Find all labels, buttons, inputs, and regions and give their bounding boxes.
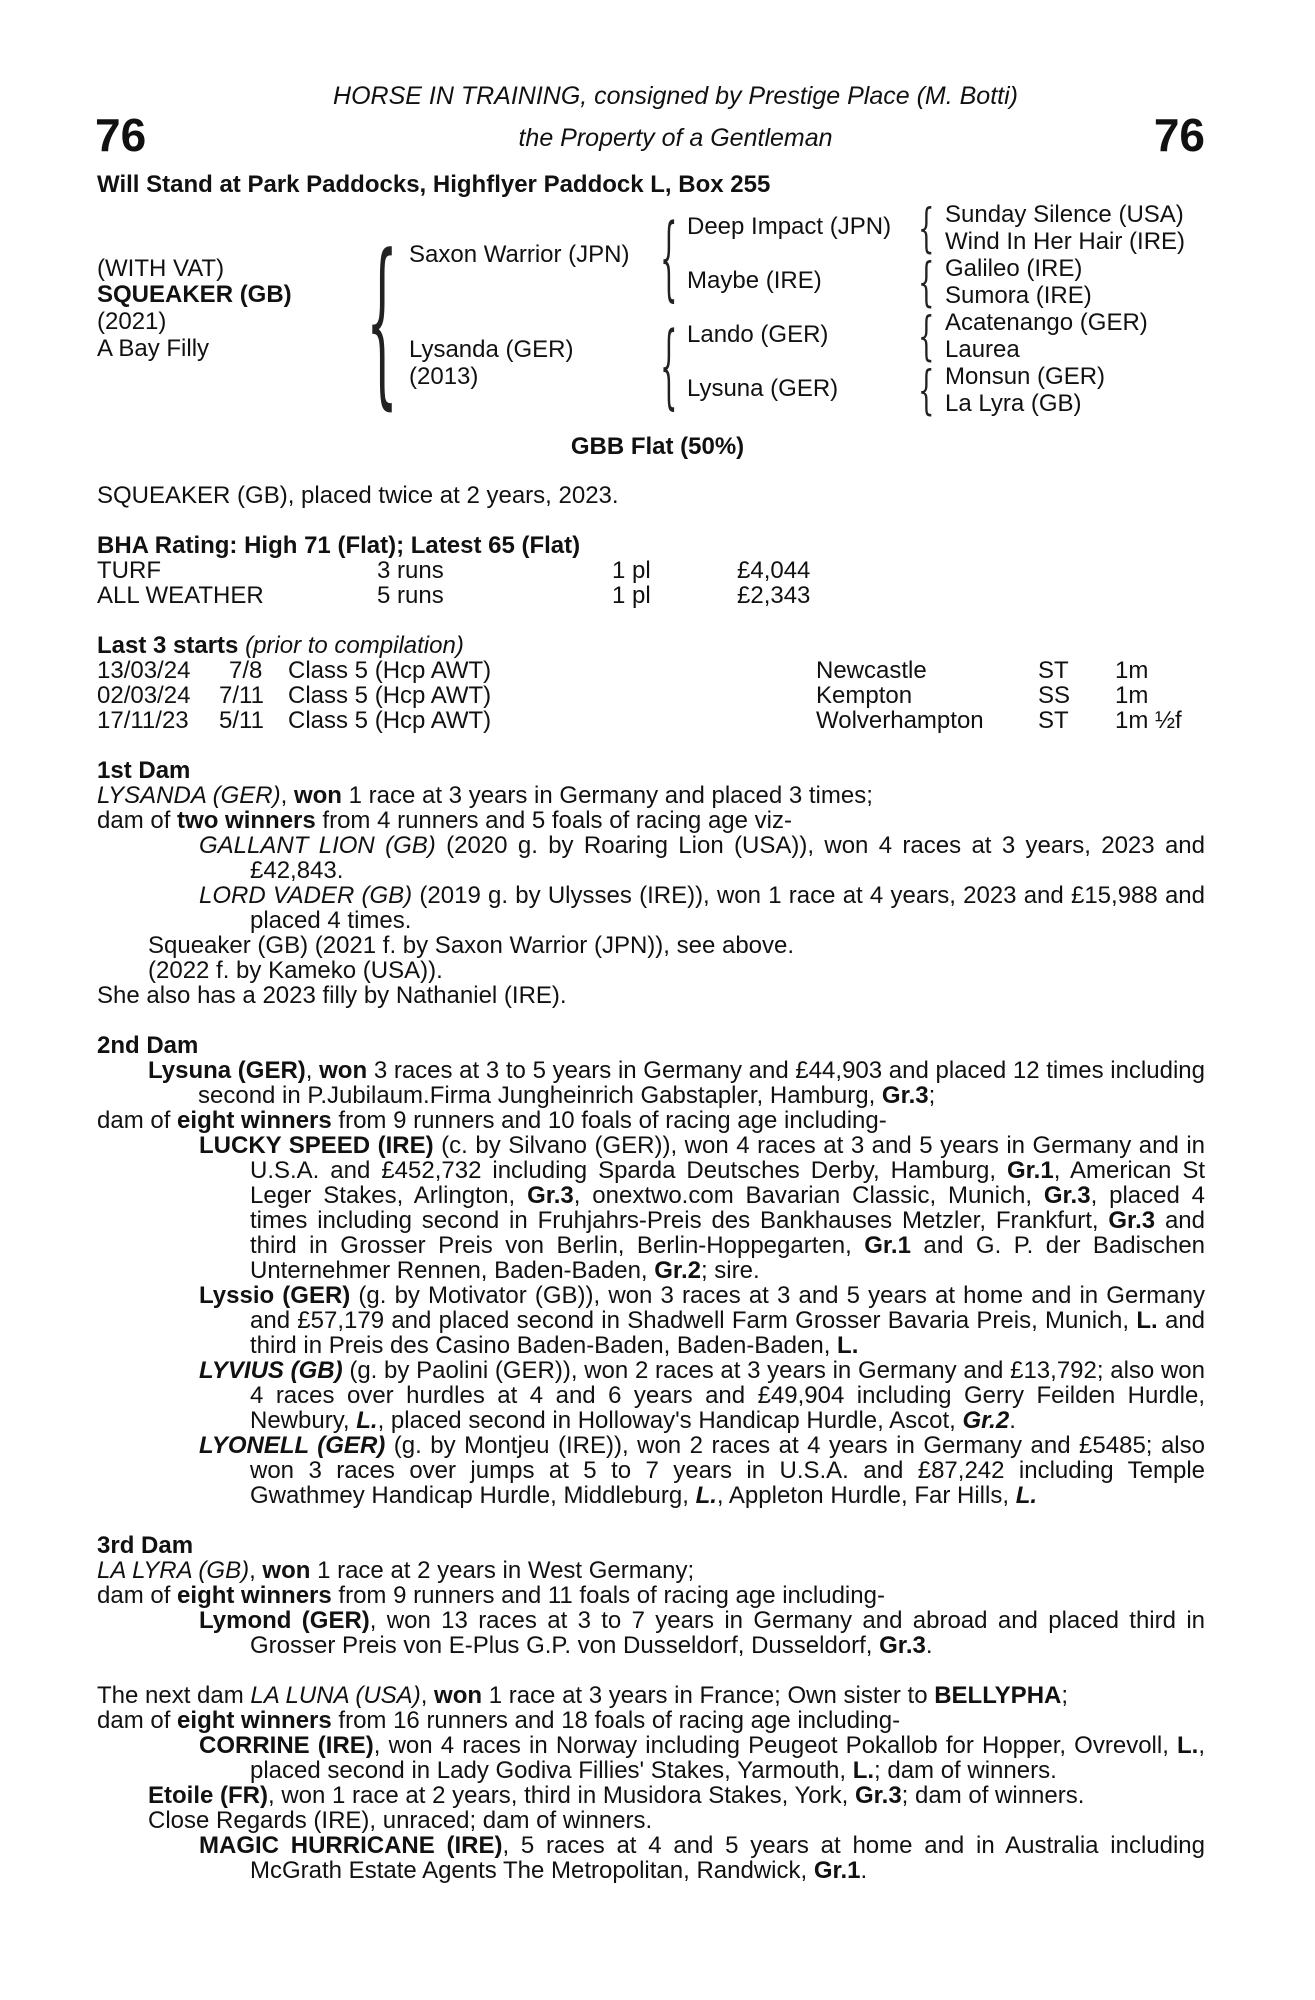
first-dam-produce: [97, 808, 1205, 833]
won-text: won: [434, 1682, 483, 1709]
horse-name: MAGIC HURRICANE (IRE): [199, 1832, 503, 1859]
produce-corrine: [97, 1733, 1205, 1783]
start-surface: SS: [1038, 682, 1071, 709]
horse-record: (2020 g. by Roaring Lion (USA)), won 4 races at 3 years, 2023 and £42,843.: [250, 832, 1206, 884]
horse-record: and third in Grosser Preis von Berlin, Berlin-Hoppegarten,: [250, 1207, 1205, 1259]
horse-record: (g. by Montjeu (IRE)), won 2 races at 4 years in Germany and £5485; also won 3 races over jumps at 5 to 7 years in U.S.A. and £87,242 including Temple Gwathmey Handicap Hurdle, Middleburg,: [250, 1432, 1205, 1509]
first-dam-title: 1st Dam: [97, 757, 191, 784]
horse-name: LUCKY SPEED (IRE): [199, 1132, 434, 1159]
dam: Lysanda (GER): [409, 336, 574, 363]
grade: Gr.3: [881, 1082, 929, 1109]
grandsire-2: Wind In Her Hair (IRE): [945, 228, 1186, 255]
start-distance: 1m: [1115, 657, 1149, 684]
start-surface: ST: [1038, 657, 1069, 684]
grade: Gr.1: [813, 1857, 861, 1884]
first-dam-line: LYSANDA (GER), won 1 race at 3 years in Germany and placed 3 times;: [97, 782, 873, 809]
lot-number-right: 76: [1153, 109, 1205, 161]
produce-lyonell: [97, 1433, 1205, 1508]
horse-description: A Bay Filly: [97, 335, 210, 362]
horse-record: (2019 g. by Ulysses (IRE)), won 1 race at 4 years, 2023 and £15,988 and placed 4 times.: [250, 882, 1206, 934]
first-dam-record: 1 race at 3 years in Germany and placed 3 times;: [348, 782, 873, 809]
grade: L.: [1136, 1307, 1158, 1334]
horse-name: LORD VADER (GB): [199, 882, 413, 909]
horse-record: ; dam of winners.: [901, 1782, 1085, 1809]
horse-record: ; dam of winners.: [874, 1757, 1057, 1784]
start-course: Kempton: [816, 682, 913, 709]
grandsire-4: Sumora (IRE): [945, 282, 1092, 309]
start-surface: ST: [1038, 707, 1069, 734]
produce-2023-note: She also has a 2023 filly by Nathaniel (IRE).: [97, 982, 567, 1009]
horse-record: , placed second in Lady Godiva Fillies' Stakes, Yarmouth,: [250, 1732, 1205, 1784]
property-subtitle: the Property of a Gentleman: [518, 124, 833, 152]
dam-of-label: dam of: [97, 1582, 171, 1609]
horse-name: GALLANT LION (GB): [199, 832, 436, 859]
winners-count: eight winners: [177, 1582, 332, 1609]
start-course: Newcastle: [816, 657, 927, 684]
next-dam-label: The next dam: [97, 1682, 244, 1709]
horse-year: (2021): [97, 308, 167, 335]
brace-dam: {: [660, 312, 678, 419]
rating-placed: 1 pl: [612, 582, 651, 609]
dam-of-label: dam of: [97, 1707, 171, 1734]
horse-record: , placed second in Holloway's Handicap Hurdle, Ascot,: [377, 1407, 956, 1434]
produce-summary: from 9 runners and 11 foals of racing age including-: [338, 1582, 885, 1609]
brace-main: {: [366, 217, 399, 426]
punct: ;: [1061, 1682, 1069, 1709]
rating-prize: £2,343: [737, 582, 811, 609]
horse-record: (g. by Paolini (GER)), won 2 races at 3 years in Germany and £13,792; also won 4 races over hurdles at 4 and 6 years and £49,904 including Gerry Feilden Hurdle, Newbury,: [250, 1357, 1206, 1434]
horse-record: and G. P. der Badischen Unternehmer Rennen, Baden-Baden,: [250, 1232, 1206, 1284]
rating-runs: 3 runs: [377, 557, 444, 584]
produce-lyvius: [97, 1358, 1205, 1433]
horse-record: , won 4 races in Norway including Peugeot Pokallob for Hopper, Ovrevoll,: [373, 1732, 1169, 1759]
next-dam-line: The next dam LA LUNA (USA), won 1 race at 3 years in France; Own sister to BELLYPHA;: [97, 1682, 1069, 1709]
produce-lymond: [97, 1608, 1205, 1658]
produce-summary: from 16 runners and 18 foals of racing age including-: [338, 1707, 901, 1734]
grade: L.: [852, 1757, 875, 1784]
produce-lord-vader: [97, 883, 1205, 933]
last-starts-title: Last 3 starts: [97, 632, 239, 659]
winners-count: two winners: [177, 807, 316, 834]
grade: L.: [1015, 1482, 1038, 1509]
horse-record: , 5 races at 4 and 5 years at home and in Australia including McGrath Estate Agents The Metropolitan, Randwick,: [250, 1832, 1205, 1884]
sire-sire: Deep Impact (JPN): [687, 213, 892, 240]
grade: L.: [1177, 1732, 1199, 1759]
horse-record: , placed 4 times including second in Fruhjahrs-Preis des Bankhauses Metzler, Frankfurt,: [250, 1182, 1206, 1234]
next-dam-record: 1 race at 3 years in France; Own sister to: [488, 1682, 928, 1709]
horse-name: CORRINE (IRE): [199, 1732, 374, 1759]
start-class: Class 5 (Hcp AWT): [288, 657, 492, 684]
grade: Gr.3: [854, 1782, 902, 1809]
second-dam-produce: [97, 1108, 1205, 1133]
sire-dam: Maybe (IRE): [687, 267, 822, 294]
grade: Gr.3: [879, 1632, 926, 1659]
grade: Gr.3: [1043, 1182, 1091, 1209]
punct: .: [860, 1857, 868, 1884]
next-dam-name: LA LUNA (USA): [250, 1682, 421, 1709]
produce-etoile: [97, 1783, 1205, 1808]
grade: L.: [695, 1482, 717, 1509]
brace-g2: {: [918, 253, 935, 313]
bha-rating-title: BHA Rating: High 71 (Flat); Latest 65 (Flat): [97, 532, 581, 559]
horse-record: ; sire.: [700, 1257, 760, 1284]
lot-number-left: 76: [95, 109, 147, 161]
produce-lucky-speed: [97, 1133, 1205, 1283]
grandsire-3: Galileo (IRE): [945, 255, 1083, 282]
brace-g1: {: [918, 199, 935, 259]
third-dam-title: 3rd Dam: [97, 1532, 194, 1559]
gbb-flat: GBB Flat (50%): [570, 433, 745, 460]
third-dam-record: 1 race at 2 years in West Germany;: [317, 1557, 695, 1584]
start-class: Class 5 (Hcp AWT): [288, 707, 492, 734]
first-dam-name: LYSANDA (GER): [97, 782, 281, 809]
horse-record: , American St Leger Stakes, Arlington,: [250, 1157, 1205, 1209]
rating-runs: 5 runs: [377, 582, 444, 609]
sister-name: BELLYPHA: [934, 1682, 1062, 1709]
horse-record: (c. by Silvano (GER)), won 4 races at 3 and 5 years in Germany and in U.S.A. and £452,732 including Sparda Deutsches Derby, Hamburg,: [250, 1132, 1206, 1184]
next-dam-produce: [97, 1708, 1205, 1733]
won-text: won: [293, 782, 342, 809]
grade: Gr.1: [1006, 1157, 1054, 1184]
horse-name: SQUEAKER (GB): [97, 281, 292, 308]
dam-of-label: dam of: [97, 1107, 171, 1134]
horse-name: LYONELL (GER): [199, 1432, 386, 1459]
start-position: 5/11: [219, 707, 264, 734]
grandsire-1: Sunday Silence (USA): [945, 201, 1184, 228]
grade: L.: [837, 1332, 859, 1359]
winners-count: eight winners: [177, 1107, 332, 1134]
horse-name: Etoile (FR): [148, 1782, 268, 1809]
winners-count: eight winners: [177, 1707, 332, 1734]
horse-name: Lyssio (GER): [199, 1282, 351, 1309]
last-starts-heading: [97, 633, 464, 658]
start-class: Class 5 (Hcp AWT): [288, 682, 492, 709]
produce-summary: from 9 runners and 10 foals of racing age including-: [338, 1107, 887, 1134]
grandsire-7: Monsun (GER): [945, 363, 1106, 390]
start-date: 13/03/24: [97, 657, 191, 684]
produce-close-regards: Close Regards (IRE), unraced; dam of winners.: [148, 1807, 653, 1834]
last-starts-note: (prior to compilation): [245, 632, 464, 659]
dam-dam: Lysuna (GER): [687, 375, 839, 402]
horse-record: (g. by Motivator (GB)), won 3 races at 3 and 5 years at home and in Germany and £57,179 and placed second in Shadwell Farm Grosser Bavaria Preis, Munich,: [250, 1282, 1205, 1334]
horse-name: LYVIUS (GB): [199, 1357, 343, 1384]
grade: Gr.2: [962, 1407, 1010, 1434]
grade: L.: [356, 1407, 378, 1434]
produce-squeaker: Squeaker (GB) (2021 f. by Saxon Warrior (JPN)), see above.: [148, 932, 795, 959]
third-dam-produce: [97, 1583, 1205, 1608]
punct: ;: [928, 1082, 936, 1109]
second-dam-name: Lysuna (GER): [148, 1057, 306, 1084]
horse-record: , won 1 race at 2 years, third in Musidora Stakes, York,: [268, 1782, 849, 1809]
second-dam-line: Lysuna (GER), won 3 races at 3 to 5 years in Germany and £44,903 and placed 12 times including second in P.Jubilaum.Firma Jungheinrich Gabstapler, Hamburg, Gr.3;: [148, 1057, 1205, 1109]
start-distance: 1m ½f: [1115, 707, 1182, 734]
start-position: 7/8: [229, 657, 263, 684]
brace-sire: {: [660, 204, 678, 311]
produce-lyssio: [97, 1283, 1205, 1358]
start-date: 17/11/23: [97, 707, 189, 734]
dam-of-label: dam of: [97, 807, 171, 834]
punct: .: [925, 1632, 933, 1659]
third-dam-name: LA LYRA (GB): [97, 1557, 250, 1584]
vat-note: (WITH VAT): [97, 255, 225, 282]
punct: .: [1009, 1407, 1016, 1434]
brace-g3: {: [918, 307, 935, 367]
second-dam-record: 3 races at 3 to 5 years in Germany and £44,903 and placed 12 times including second in P.Jubilaum.Firma Jungheinrich Gabstapler, Hamburg,: [198, 1057, 1205, 1109]
brace-g4: {: [918, 361, 935, 421]
produce-2022: (2022 f. by Kameko (USA)).: [148, 957, 443, 984]
produce-summary: from 4 runners and 5 foals of racing age viz-: [322, 807, 792, 834]
rating-surface: ALL WEATHER: [97, 582, 264, 609]
horse-record: , won 13 races at 3 to 7 years in Germany and abroad and placed third in Grosser Preis von E-Plus G.P. von Dusseldorf, Dusseldorf,: [250, 1607, 1205, 1659]
dam-sire: Lando (GER): [687, 321, 829, 348]
horse-record: and third in Preis des Casino Baden-Baden, Baden-Baden,: [250, 1307, 1206, 1359]
third-dam-line: LA LYRA (GB), won 1 race at 2 years in West Germany;: [97, 1557, 695, 1584]
grade: Gr.3: [527, 1182, 574, 1209]
sire: Saxon Warrior (JPN): [409, 241, 630, 268]
grandsire-5: Acatenango (GER): [945, 309, 1148, 336]
horse-record: , onextwo.com Bavarian Classic, Munich,: [573, 1182, 1033, 1209]
consignment-title: HORSE IN TRAINING, consigned by Prestige Place (M. Botti): [333, 82, 1018, 110]
won-text: won: [262, 1557, 311, 1584]
stand-location: Will Stand at Park Paddocks, Highflyer Paddock L, Box 255: [97, 171, 771, 198]
produce-magic-hurricane: [97, 1833, 1205, 1883]
start-course: Wolverhampton: [816, 707, 984, 734]
second-dam-title: 2nd Dam: [97, 1032, 199, 1059]
rating-surface: TURF: [97, 557, 161, 584]
start-distance: 1m: [1115, 682, 1149, 709]
grandsire-6: Laurea: [945, 336, 1020, 363]
grandsire-8: La Lyra (GB): [945, 390, 1082, 417]
summary: SQUEAKER (GB), placed twice at 2 years, 2023.: [97, 482, 619, 509]
grade: Gr.3: [1108, 1207, 1156, 1234]
horse-record: , Appleton Hurdle, Far Hills,: [716, 1482, 1010, 1509]
dam-year: (2013): [409, 363, 479, 390]
grade: Gr.1: [864, 1232, 911, 1259]
grade: Gr.2: [654, 1257, 701, 1284]
family-section: [97, 758, 1205, 1883]
produce-gallant-lion: [97, 833, 1205, 883]
horse-name: Lymond (GER): [199, 1607, 370, 1634]
rating-placed: 1 pl: [612, 557, 651, 584]
start-date: 02/03/24: [97, 682, 191, 709]
won-text: won: [319, 1057, 368, 1084]
rating-prize: £4,044: [737, 557, 811, 584]
start-position: 7/11: [219, 682, 264, 709]
